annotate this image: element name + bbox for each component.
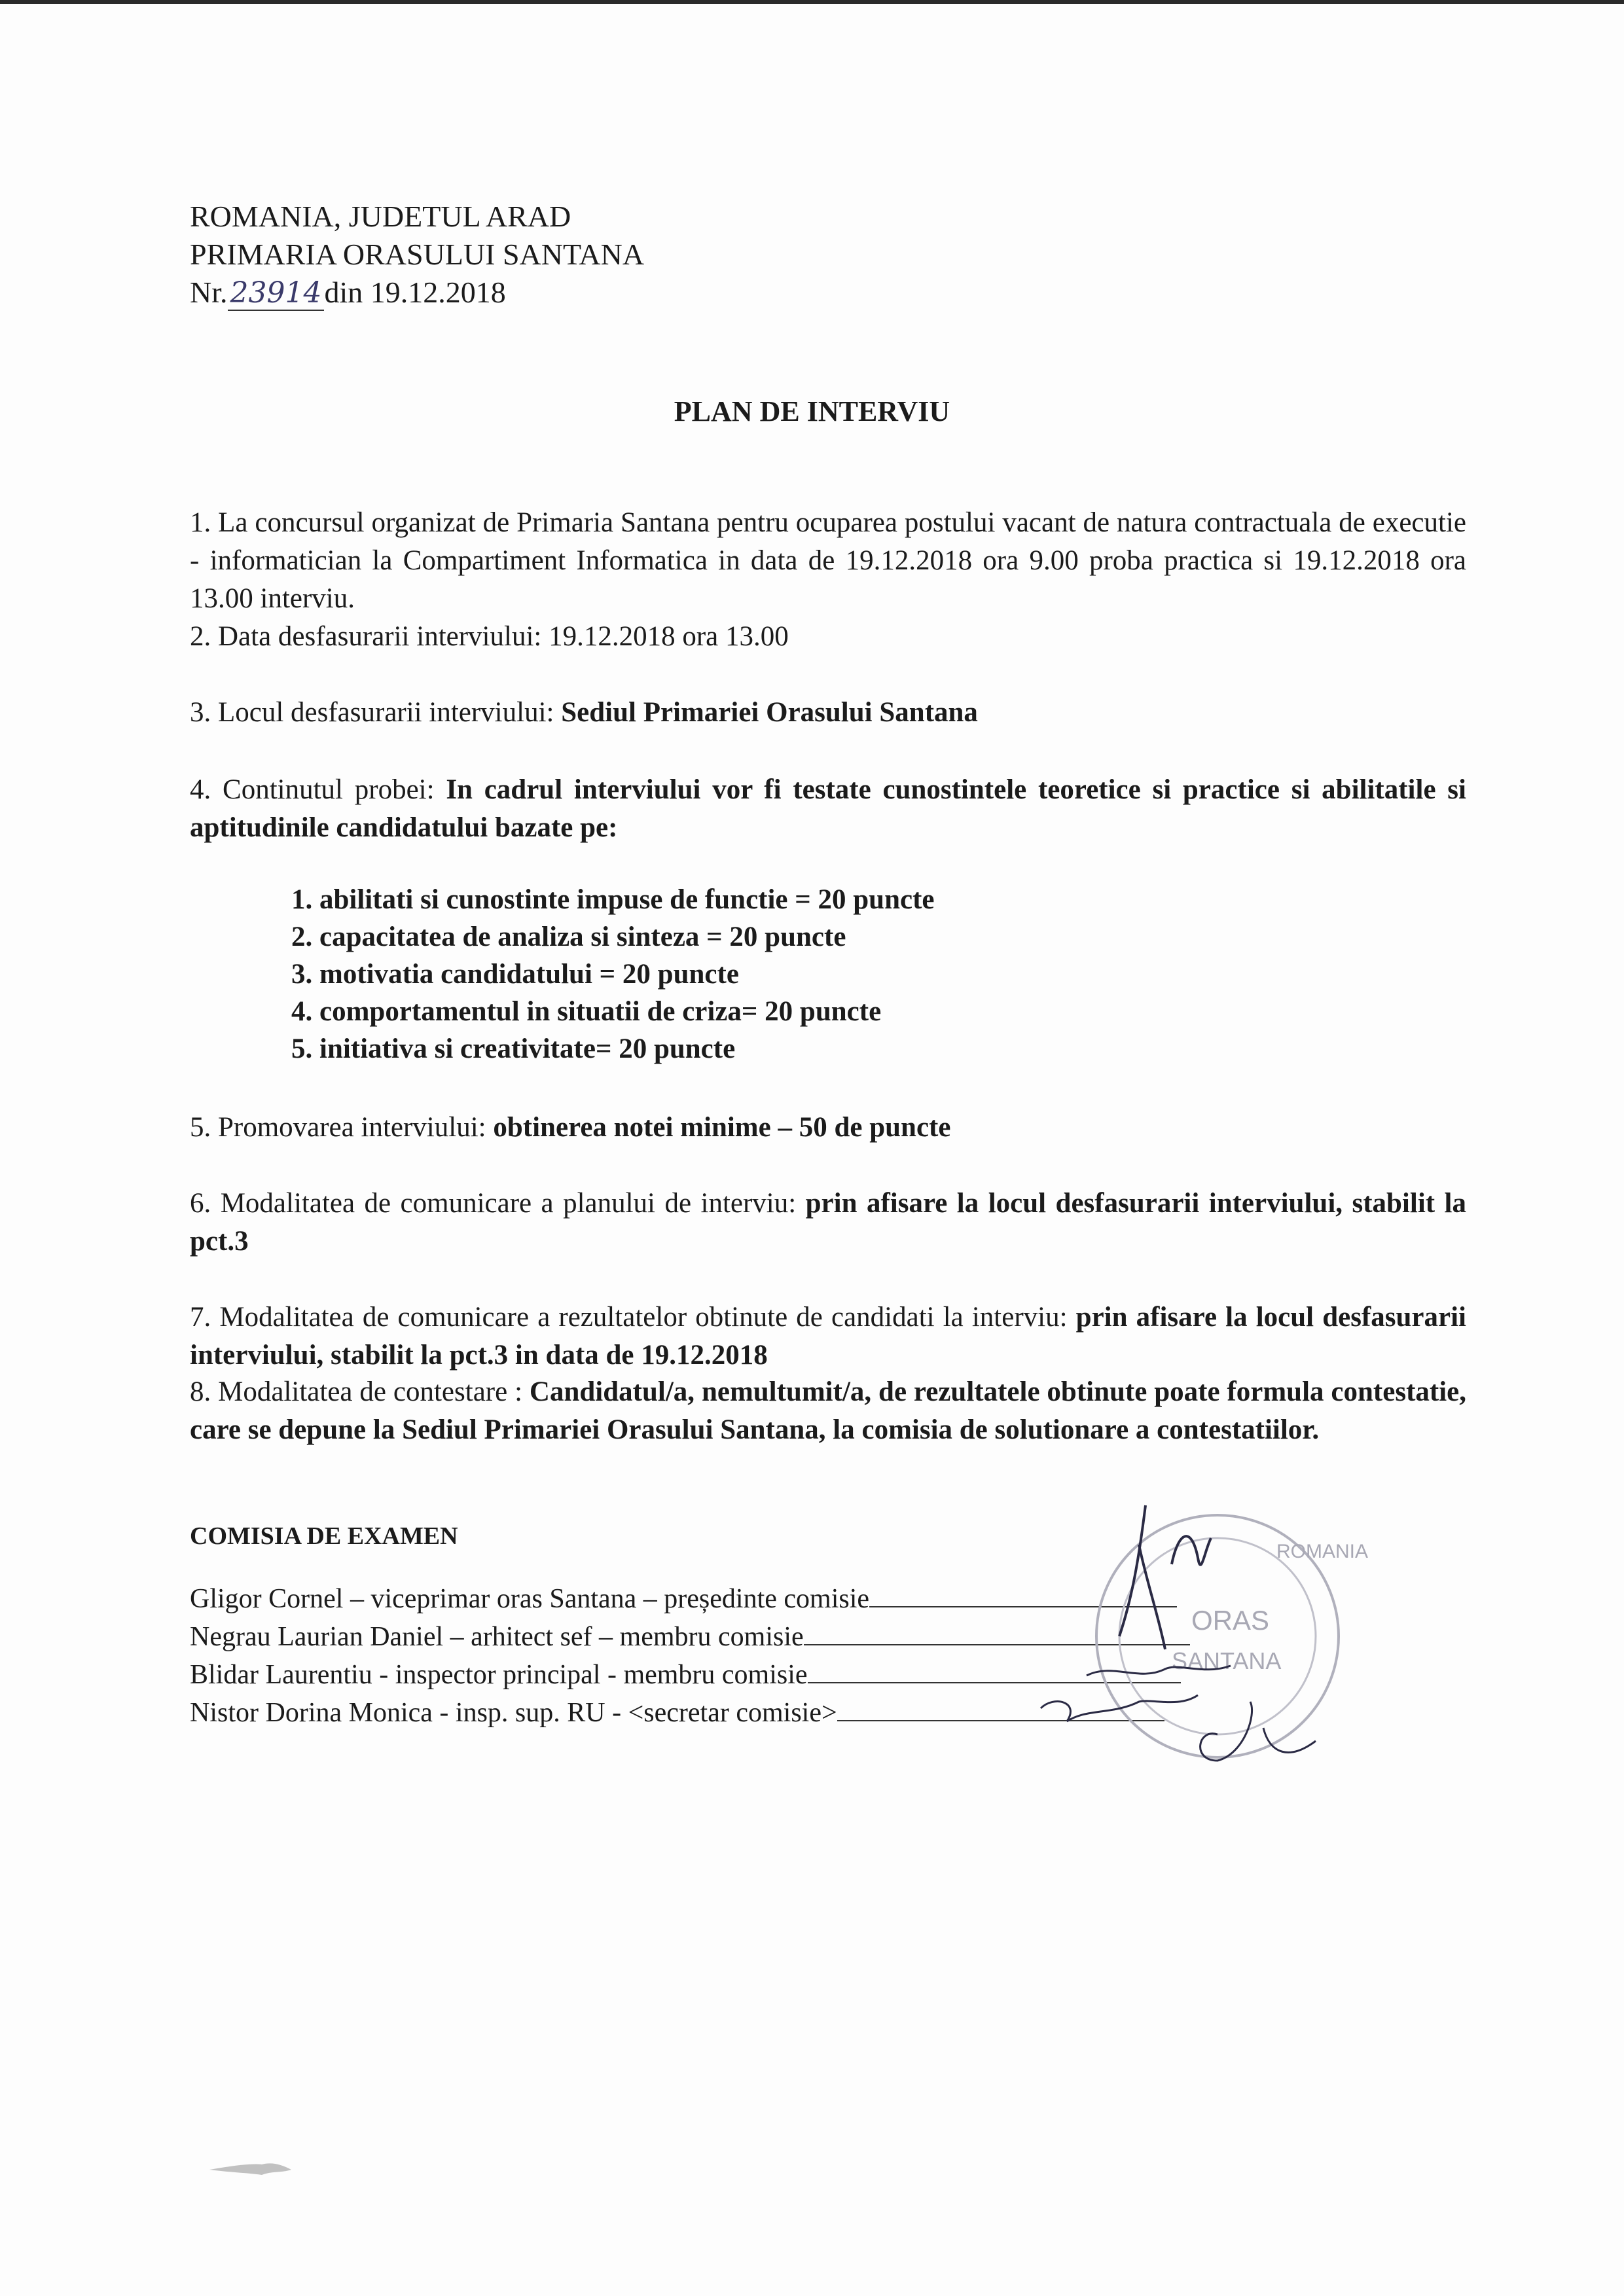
member-text: Nistor Dorina Monica - insp. sup. RU - <secretar comisie>	[190, 1698, 837, 1728]
header-registration-number	[190, 274, 644, 312]
member-text: Gligor Cornel – viceprimar oras Santana – președinte comisie	[190, 1584, 870, 1614]
section-1: 1. La concursul organizat de Primaria Santana pentru ocuparea postului vacant de natura contractuala de executie - informatician la Compartiment Informatica in data de 19.12.2018 ora 9.00 proba practica si 19.12.2018 ora 13.00 interviu.	[190, 507, 1466, 614]
section-8-label: 8. Modalitatea de contestare :	[190, 1376, 530, 1407]
header-line-2: PRIMARIA ORASULUI SANTANA	[190, 238, 645, 271]
section-8	[190, 1373, 1466, 1449]
section-5	[190, 1109, 1466, 1147]
section-3	[190, 694, 1466, 732]
signature-secretary	[1200, 1702, 1316, 1761]
criteria-item: 4. comportamentul in situatii de criza= 20 puncte	[291, 996, 882, 1027]
stamp-text-bot: SANTANA	[1172, 1647, 1282, 1674]
document-title: PLAN DE INTERVIU	[674, 395, 950, 427]
section-5-label: 5. Promovarea interviului:	[190, 1112, 494, 1143]
criteria-item: 2. capacitatea de analiza si sinteza = 20 puncte	[291, 922, 846, 952]
criteria-item: 3. motivatia candidatului = 20 puncte	[291, 959, 739, 990]
member-text: Negrau Laurian Daniel – arhitect sef – membru comisie	[190, 1622, 804, 1652]
section-4-label: 4. Continutul probei:	[190, 774, 446, 805]
stamp-text-mid: ORAS	[1191, 1605, 1270, 1636]
section-4-value: In cadrul interviului vor fi testate cunostintele teoretice si practice si abilitatile si aptitudinile candidatului bazate pe:	[190, 774, 1466, 843]
section-7-label: 7. Modalitatea de comunicare a rezultatelor obtinute de candidati la interviu:	[190, 1302, 1076, 1333]
criteria-list	[291, 881, 935, 1067]
scan-artifact	[209, 2157, 295, 2183]
criteria-item: 1. abilitati si cunostinte impuse de functie = 20 puncte	[291, 884, 935, 915]
section-7-value: prin afisare la locul desfasurarii interviului, stabilit la pct.3 in data de 19.12.2018	[190, 1302, 1466, 1371]
section-3-label: 3. Locul desfasurarii interviului:	[190, 697, 562, 728]
nr-prefix: Nr.	[190, 276, 228, 309]
section-3-value: Sediul Primariei Orasului Santana	[561, 697, 978, 728]
section-4	[190, 771, 1466, 847]
handwritten-signatures	[982, 1466, 1440, 1820]
signature-member-2	[1087, 1666, 1231, 1676]
section-6-value: prin afisare la locul desfasurarii interviului, stabilit la pct.3	[190, 1188, 1466, 1257]
signature-member-3	[1041, 1695, 1198, 1721]
commission-title: COMISIA DE EXAMEN	[190, 1522, 458, 1550]
member-text: Blidar Laurentiu - inspector principal - membru comisie	[190, 1660, 808, 1690]
section-5-value: obtinerea notei minime – 50 de puncte	[493, 1112, 951, 1143]
section-2: 2. Data desfasurarii interviului: 19.12.2018 ora 13.00	[190, 621, 789, 652]
section-6	[190, 1185, 1466, 1261]
section-7	[190, 1299, 1466, 1374]
section-6-label: 6. Modalitatea de comunicare a planului de interviu:	[190, 1188, 806, 1219]
section-8-value: Candidatul/a, nemultumit/a, de rezultatele obtinute poate formula contestatie, care se depune la Sediul Primariei Orasului Santana, la comisia de solutionare a contestatiilor.	[190, 1376, 1466, 1445]
criteria-item: 5. initiativa si creativitate= 20 puncte	[291, 1033, 736, 1064]
nr-handwritten-value: 23914	[228, 276, 325, 311]
signature-president	[1119, 1505, 1211, 1649]
document-header	[190, 198, 644, 312]
header-line-1: ROMANIA, JUDETUL ARAD	[190, 200, 571, 233]
nr-suffix: din 19.12.2018	[324, 276, 506, 309]
stamp-text-top: ROMANIA	[1276, 1541, 1369, 1562]
